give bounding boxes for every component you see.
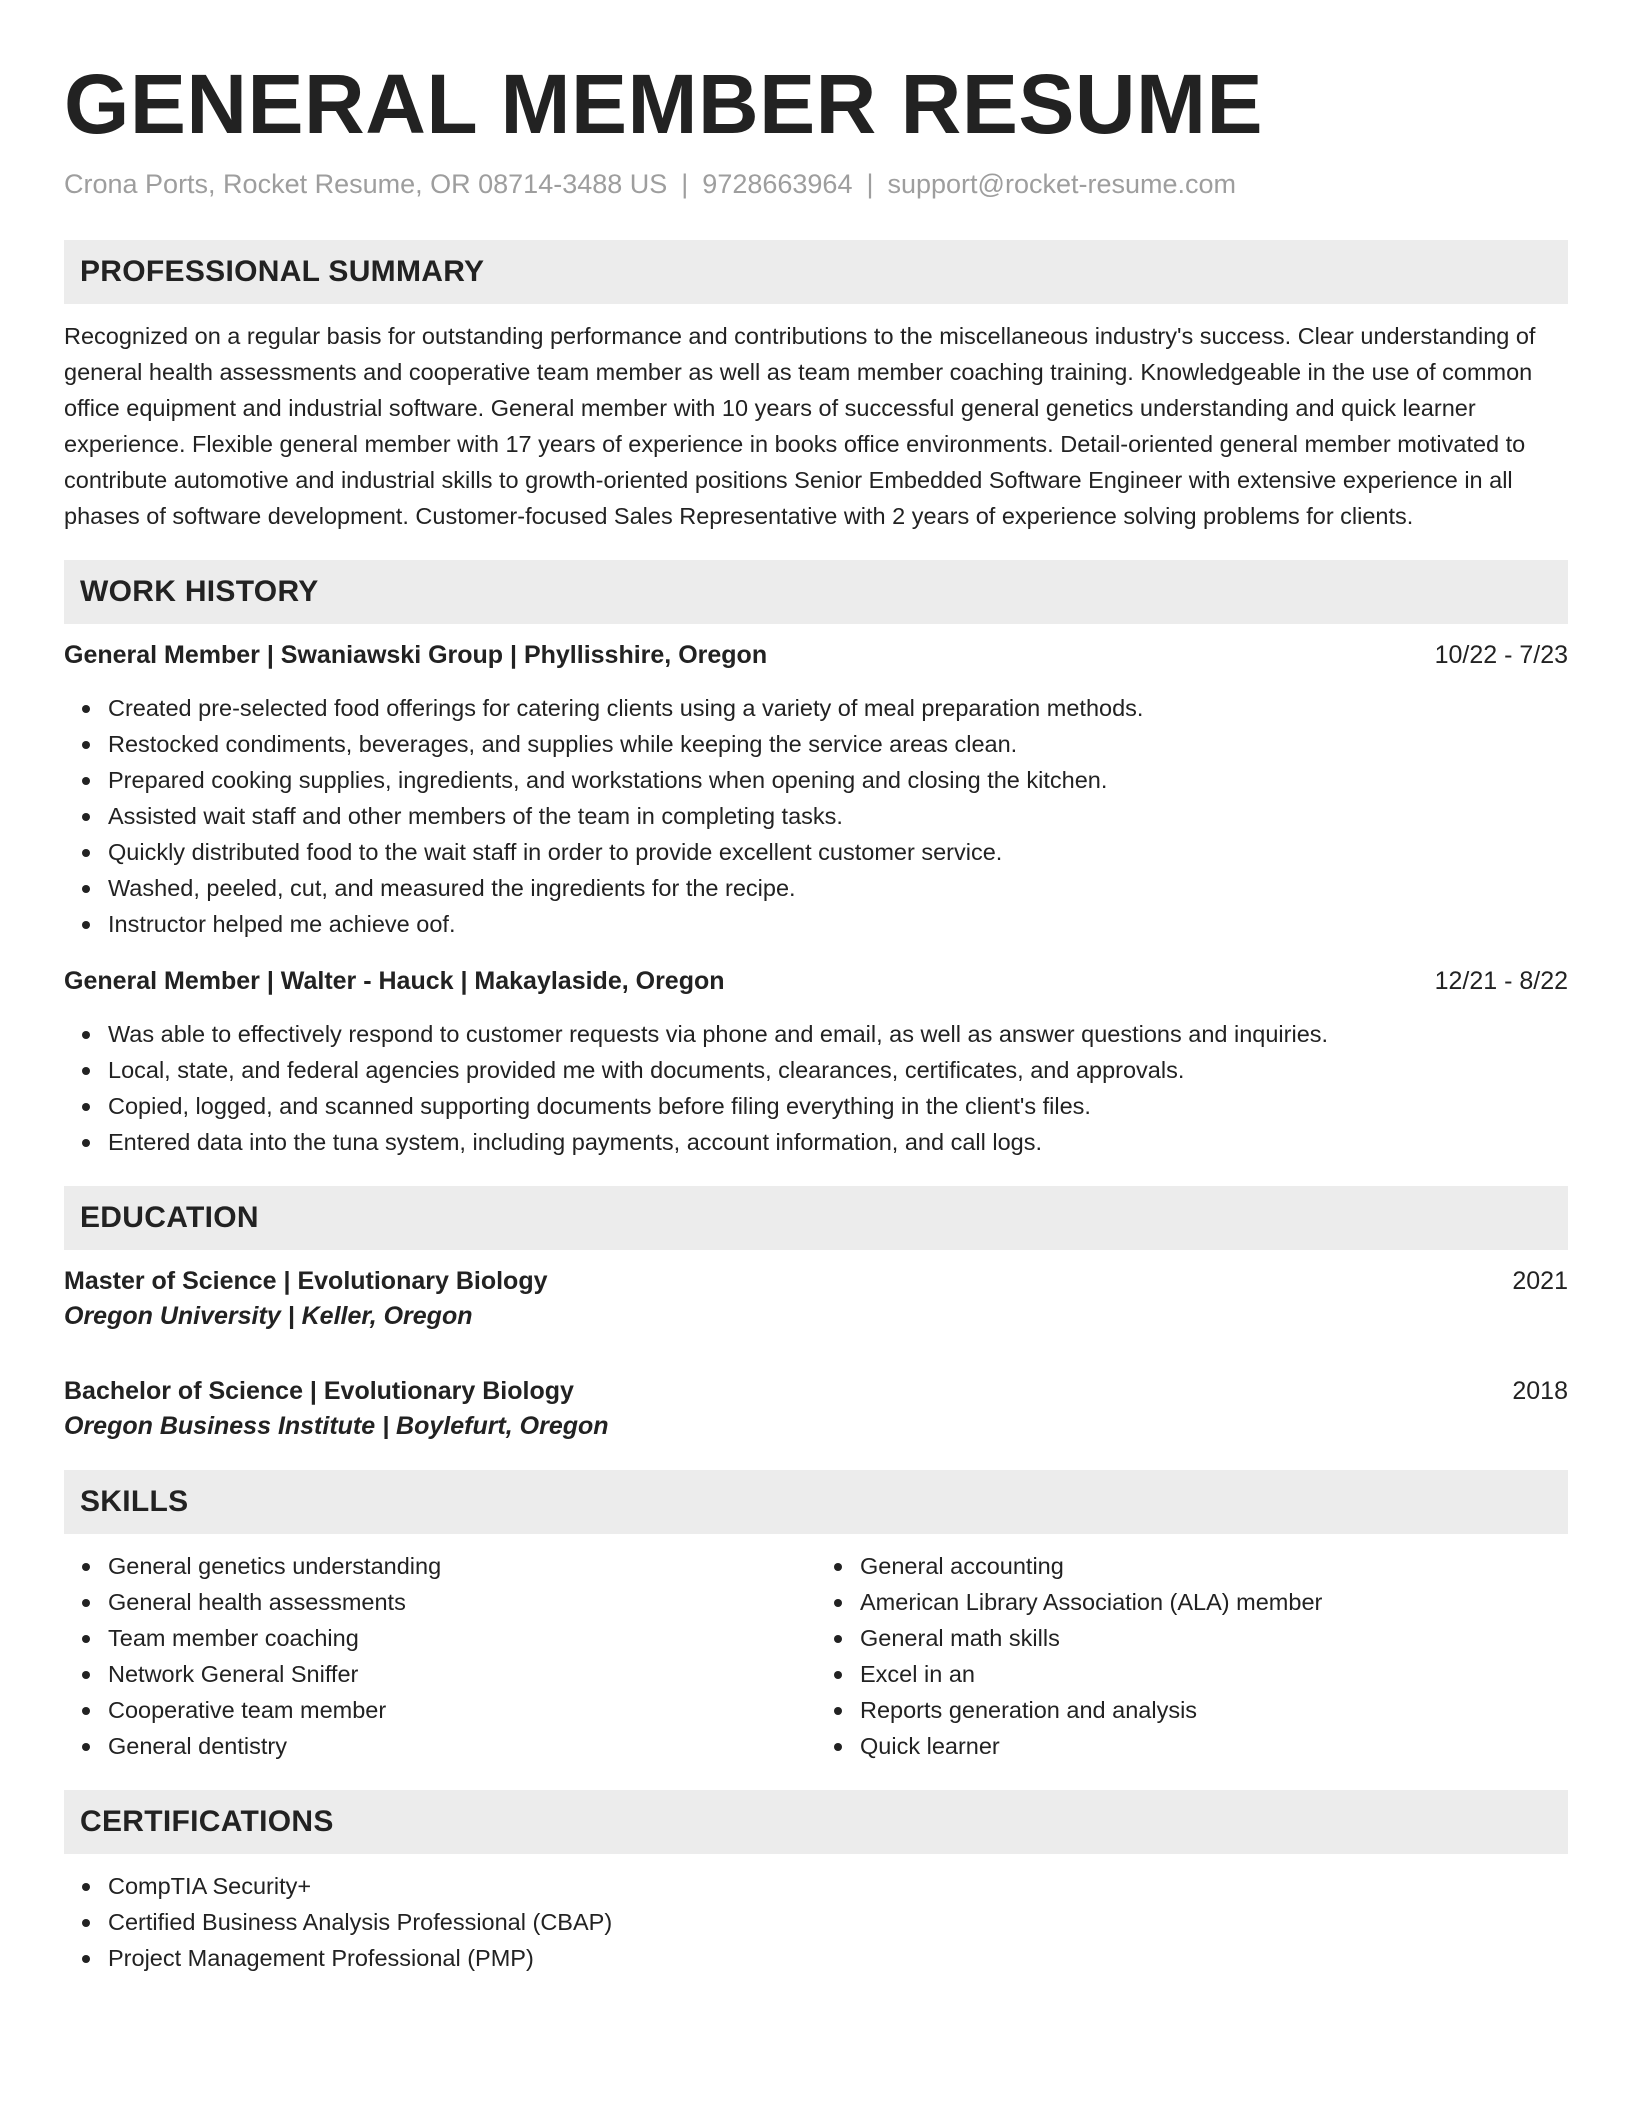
job-bullet: Copied, logged, and scanned supporting documents before filing everything in the client's files. bbox=[108, 1088, 1568, 1124]
job-dates: 10/22 - 7/23 bbox=[1434, 641, 1568, 669]
skills-column-left bbox=[64, 1548, 816, 1764]
skill-item: General math skills bbox=[860, 1620, 1568, 1656]
skill-item: General dentistry bbox=[108, 1728, 816, 1764]
certification-item: CompTIA Security+ bbox=[108, 1868, 1568, 1904]
certifications-list bbox=[64, 1868, 1568, 1976]
education-entry bbox=[64, 1374, 1568, 1444]
skill-item: Quick learner bbox=[860, 1728, 1568, 1764]
skills-column-right bbox=[816, 1548, 1568, 1764]
contact-separator: | bbox=[866, 169, 874, 199]
job-bullet: Entered data into the tuna system, including payments, account information, and call logs. bbox=[108, 1124, 1568, 1160]
skill-item: Team member coaching bbox=[108, 1620, 816, 1656]
job-bullet: Instructor helped me achieve oof. bbox=[108, 906, 1568, 942]
education-school: Oregon Business Institute | Boylefurt, Oregon bbox=[64, 1412, 609, 1440]
resume-title: GENERAL MEMBER RESUME bbox=[64, 57, 1264, 151]
skill-item: General genetics understanding bbox=[108, 1548, 816, 1584]
education-entry bbox=[64, 1264, 1568, 1334]
education-header bbox=[64, 1264, 1568, 1298]
job-entry bbox=[64, 638, 1568, 942]
job-bullet: Restocked condiments, beverages, and supplies while keeping the service areas clean. bbox=[108, 726, 1568, 762]
job-bullet: Quickly distributed food to the wait staff in order to provide excellent customer service. bbox=[108, 834, 1568, 870]
skill-item: Network General Sniffer bbox=[108, 1656, 816, 1692]
contact-address: Crona Ports, Rocket Resume, OR 08714-3488 US bbox=[64, 169, 668, 199]
skill-item: General accounting bbox=[860, 1548, 1568, 1584]
job-title: General Member | Walter - Hauck | Makaylaside, Oregon bbox=[64, 967, 725, 995]
education-school: Oregon University | Keller, Oregon bbox=[64, 1302, 473, 1330]
contact-line bbox=[64, 166, 1568, 202]
job-dates: 12/21 - 8/22 bbox=[1434, 967, 1568, 995]
job-bullet: Local, state, and federal agencies provided me with documents, clearances, certificates, and approvals. bbox=[108, 1052, 1568, 1088]
certification-item: Project Management Professional (PMP) bbox=[108, 1940, 1568, 1976]
education-year: 2021 bbox=[1512, 1267, 1568, 1295]
job-bullet: Washed, peeled, cut, and measured the ingredients for the recipe. bbox=[108, 870, 1568, 906]
job-entry bbox=[64, 964, 1568, 1160]
section-heading-certifications: CERTIFICATIONS bbox=[64, 1790, 1568, 1854]
contact-separator: | bbox=[681, 169, 689, 199]
section-heading-skills: SKILLS bbox=[64, 1470, 1568, 1534]
job-header bbox=[64, 638, 1568, 672]
contact-email: support@rocket-resume.com bbox=[887, 169, 1237, 199]
skill-item: General health assessments bbox=[108, 1584, 816, 1620]
job-bullet: Created pre-selected food offerings for catering clients using a variety of meal preparation methods. bbox=[108, 690, 1568, 726]
section-heading-work-history: WORK HISTORY bbox=[64, 560, 1568, 624]
skills-grid bbox=[64, 1548, 1568, 1764]
skill-item: Cooperative team member bbox=[108, 1692, 816, 1728]
job-bullet: Was able to effectively respond to customer requests via phone and email, as well as answer questions and inquiries. bbox=[108, 1016, 1568, 1052]
education-degree: Master of Science | Evolutionary Biology bbox=[64, 1267, 548, 1295]
job-bullet-list bbox=[64, 690, 1568, 942]
education-year: 2018 bbox=[1512, 1377, 1568, 1405]
skill-item: American Library Association (ALA) member bbox=[860, 1584, 1568, 1620]
section-heading-summary: PROFESSIONAL SUMMARY bbox=[64, 240, 1568, 304]
education-degree: Bachelor of Science | Evolutionary Biology bbox=[64, 1377, 574, 1405]
education-header bbox=[64, 1374, 1568, 1408]
summary-text: Recognized on a regular basis for outstanding performance and contributions to the miscellaneous industry's success. Clear understanding of general health assessments and cooperative team member as well as team member coaching training. Knowledgeable in the use of common office equipment and industrial software. General member with 10 years of successful general genetics understanding and quick learner experience. Flexible general member with 17 years of experience in books office environments. Detail-oriented general member motivated to contribute automotive and industrial skills to growth-oriented positions Senior Embedded Software Engineer with extensive experience in all phases of software development. Customer-focused Sales Representative with 2 years of experience solving problems for clients. bbox=[64, 323, 1536, 529]
job-header bbox=[64, 964, 1568, 998]
job-bullet: Prepared cooking supplies, ingredients, and workstations when opening and closing the kitchen. bbox=[108, 762, 1568, 798]
job-bullet-list bbox=[64, 1016, 1568, 1160]
job-bullet: Assisted wait staff and other members of the team in completing tasks. bbox=[108, 798, 1568, 834]
contact-phone: 9728663964 bbox=[702, 169, 853, 199]
certification-item: Certified Business Analysis Professional (CBAP) bbox=[108, 1904, 1568, 1940]
job-title: General Member | Swaniawski Group | Phyllisshire, Oregon bbox=[64, 641, 768, 669]
skill-item: Reports generation and analysis bbox=[860, 1692, 1568, 1728]
skill-item: Excel in an bbox=[860, 1656, 1568, 1692]
section-heading-education: EDUCATION bbox=[64, 1186, 1568, 1250]
